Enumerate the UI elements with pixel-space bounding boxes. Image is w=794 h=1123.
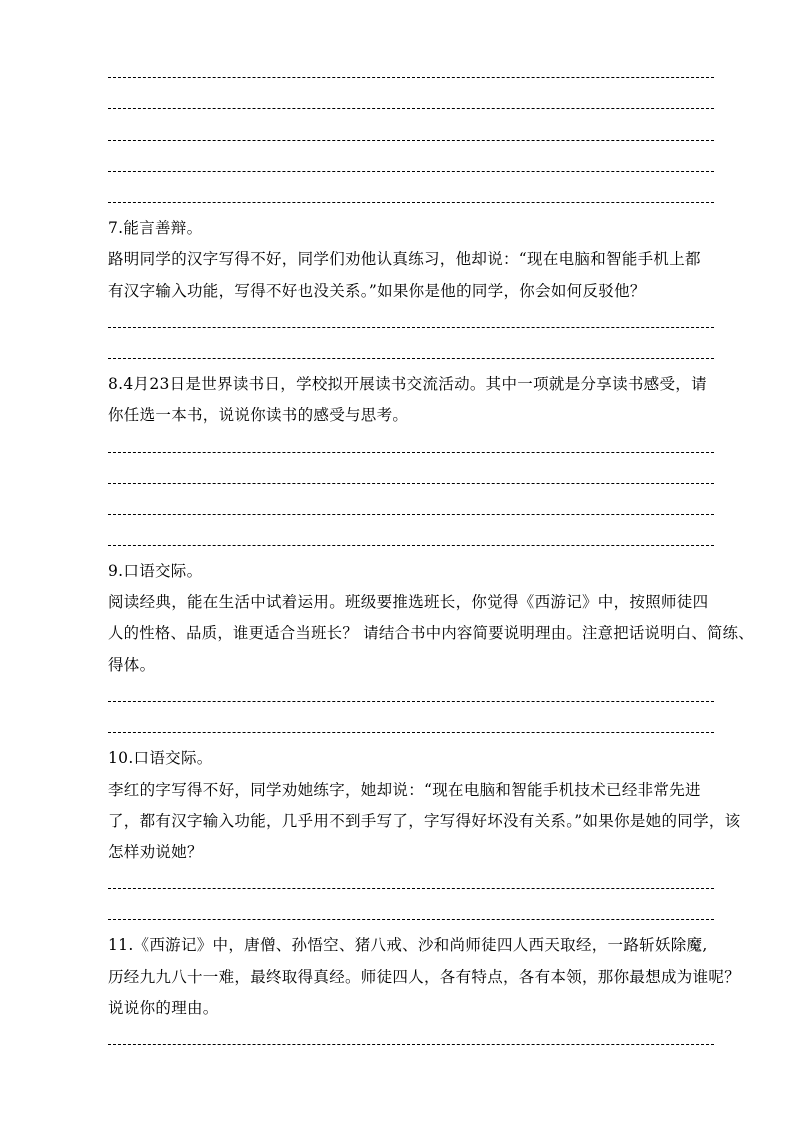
question-9-title: 9.口语交际。 [108, 562, 203, 580]
question-8-text-line: 你任选一本书，说说你读书的感受与思考。 [108, 406, 409, 424]
answer-line [108, 483, 714, 484]
question-9-text-line: 人的性格、品质，谁更适合当班长？ 请结合书中内容简要说明理由。注意把话说明白、简练、 [108, 624, 754, 642]
question-9-text-line: 得体。 [108, 656, 156, 674]
answer-line [108, 732, 714, 733]
answer-line [108, 919, 714, 920]
question-11-text-line: 说说你的理由。 [108, 999, 219, 1017]
answer-line [108, 202, 714, 203]
question-10-text-line: 怎样劝说她？ [108, 843, 203, 861]
question-9-text-line: 阅读经典，能在生活中试着运用。班级要推选班长，你觉得《西游记》中，按照师徒四 [108, 593, 709, 611]
question-8-text-line: 8.4月23日是世界读书日，学校拟开展读书交流活动。其中一项就是分享读书感受，请 [108, 375, 707, 393]
answer-line [108, 140, 714, 141]
answer-line [108, 1044, 714, 1045]
answer-line [108, 701, 714, 702]
answer-line [108, 327, 714, 328]
question-7-text-line: 路明同学的汉字写得不好，同学们劝他认真练习，他却说：“现在电脑和智能手机上都 [108, 250, 701, 268]
answer-line [108, 545, 714, 546]
answer-line [108, 358, 714, 359]
question-10-text-line: 李红的字写得不好，同学劝她练字，她却说：“现在电脑和智能手机技术已经非常先进 [108, 781, 701, 799]
question-7-text-line: 有汉字输入功能，写得不好也没关系。”如果你是他的同学，你会如何反驳他？ [108, 282, 646, 300]
answer-line [108, 108, 714, 109]
question-10-text-line: 了，都有汉字输入功能，几乎用不到手写了，字写得好坏没有关系。”如果你是她的同学，该 [108, 812, 741, 830]
question-7-title: 7.能言善辩。 [108, 219, 203, 237]
answer-line [108, 888, 714, 889]
answer-line [108, 171, 714, 172]
question-10-title: 10.口语交际。 [108, 749, 213, 767]
question-11-text-line: 11.《西游记》中，唐僧、孙悟空、猪八戒、沙和尚师徒四人西天取经，一路斩妖除魔, [108, 936, 708, 954]
answer-line [108, 452, 714, 453]
answer-line [108, 77, 714, 78]
question-11-text-line: 历经九九八十一难，最终取得真经。师徒四人，各有特点，各有本领，那你最想成为谁呢？ [108, 968, 741, 986]
answer-line [108, 514, 714, 515]
